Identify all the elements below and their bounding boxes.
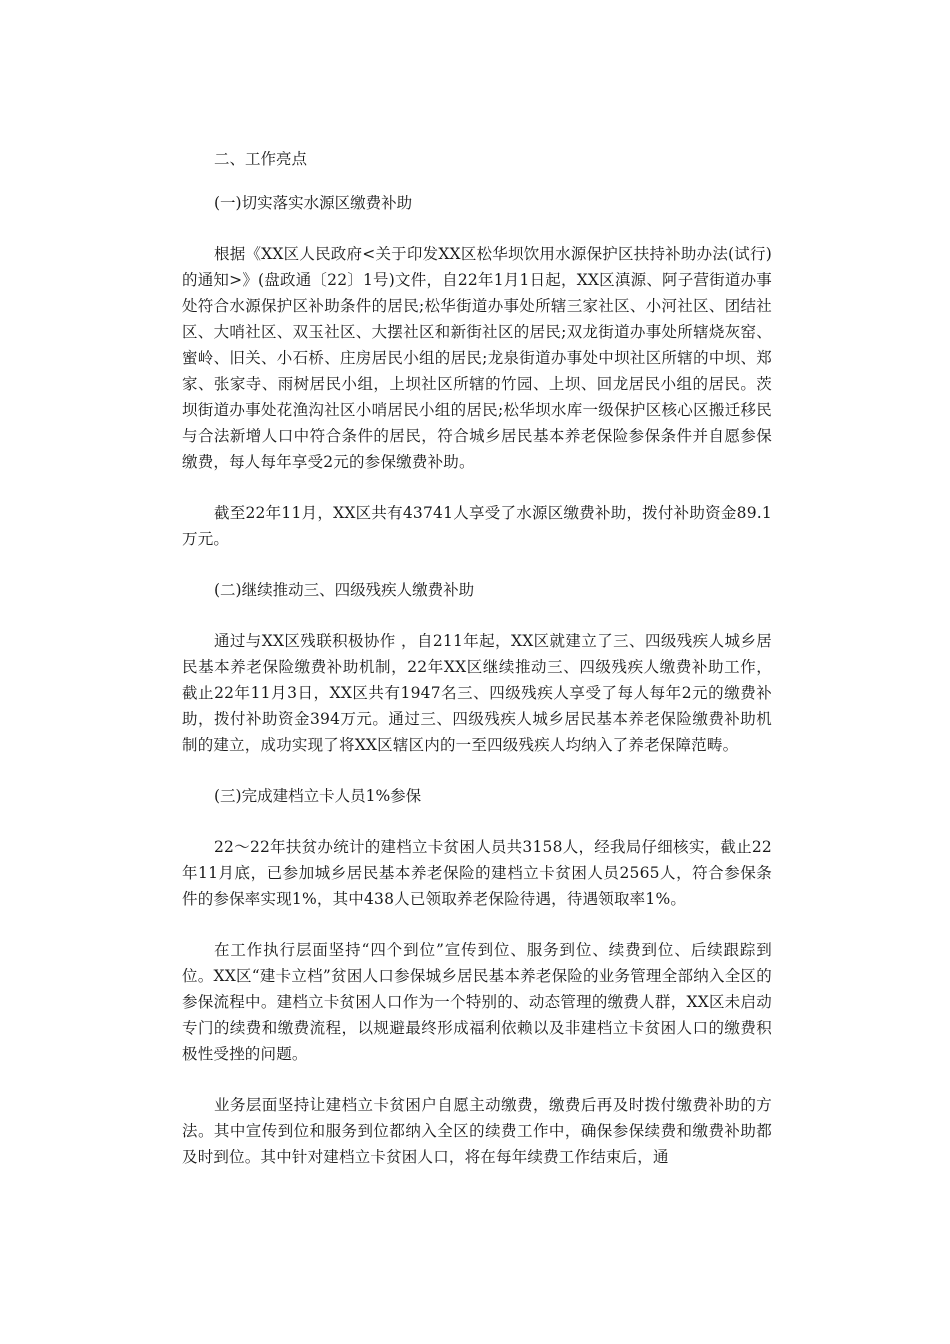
- section-title: 二、工作亮点: [214, 150, 308, 168]
- subsection-2-title: (二)继续推动三、四级残疾人缴费补助: [214, 581, 475, 599]
- subsection-2-paragraph-1: 通过与XX区残联积极协作 ，自211年起，XX区就建立了三、四级残疾人城乡居民基本养老保险缴费补助机制，22年XX区继续推动三、四级残疾人缴费补助工作，截止22年11月3日，XX区共有1947名三、四级残疾人享受了每人每年2元的缴费补助，拨付补助资金394万元。通过三、四级残疾人城乡居民基本养老保险缴费补助机制的建立，成功实现了将XX区辖区内的一至四级残疾人均纳入了养老保障范畴。: [182, 632, 772, 754]
- subsection-3-paragraph-3: 业务层面坚持让建档立卡贫困户自愿主动缴费，缴费后再及时拨付缴费补助的方法。其中宣传到位和服务到位都纳入全区的续费工作中，确保参保续费和缴费补助都及时到位。其中针对建档立卡贫困人口，将在每年续费工作结束后，通: [182, 1096, 772, 1166]
- subsection-3-title: (三)完成建档立卡人员1%参保: [214, 787, 422, 805]
- subsection-3-paragraph-2: 在工作执行层面坚持“四个到位”宣传到位、服务到位、续费到位、后续跟踪到位。XX区“建卡立档”贫困人口参保城乡居民基本养老保险的业务管理全部纳入全区的参保流程中。建档立卡贫困人口作为一个特别的、动态管理的缴费人群，XX区未启动专门的续费和缴费流程，以规避最终形成福利依赖以及非建档立卡贫困人口的缴费积极性受挫的问题。: [182, 941, 772, 1063]
- subsection-3-paragraph-1: 22～22年扶贫办统计的建档立卡贫困人员共3158人，经我局仔细核实，截止22年11月底，已参加城乡居民基本养老保险的建档立卡贫困人员2565人，符合参保条件的参保率实现1%，其中438人已领取养老保险待遇，待遇领取率1%。: [182, 838, 772, 908]
- subsection-1-paragraph-2: 截至22年11月，XX区共有43741人享受了水源区缴费补助，拨付补助资金89.1万元。: [182, 504, 772, 548]
- subsection-1-paragraph-1: 根据《XX区人民政府<关于印发XX区松华坝饮用水源保护区扶持补助办法(试行)的通知>》(盘政通〔22〕1号)文件，自22年1月1日起，XX区滇源、阿子营街道办事处符合水源保护区补助条件的居民;松华街道办事处所辖三家社区、小河社区、团结社区、大哨社区、双玉社区、大摆社区和新街社区的居民;双龙街道办事处所辖烧灰窑、蜜岭、旧关、小石桥、庄房居民小组的居民;龙泉街道办事处中坝社区所辖的中坝、郑家、张家寺、雨树居民小组，上坝社区所辖的竹园、上坝、回龙居民小组的居民。茨坝街道办事处花渔沟社区小哨居民小组的居民;松华坝水库一级保护区核心区搬迁移民与合法新增人口中符合条件的居民，符合城乡居民基本养老保险参保条件并自愿参保缴费，每人每年享受2元的参保缴费补助。: [182, 245, 772, 471]
- document-page: [182, 146, 772, 1195]
- subsection-1-title: (一)切实落实水源区缴费补助: [214, 194, 413, 212]
